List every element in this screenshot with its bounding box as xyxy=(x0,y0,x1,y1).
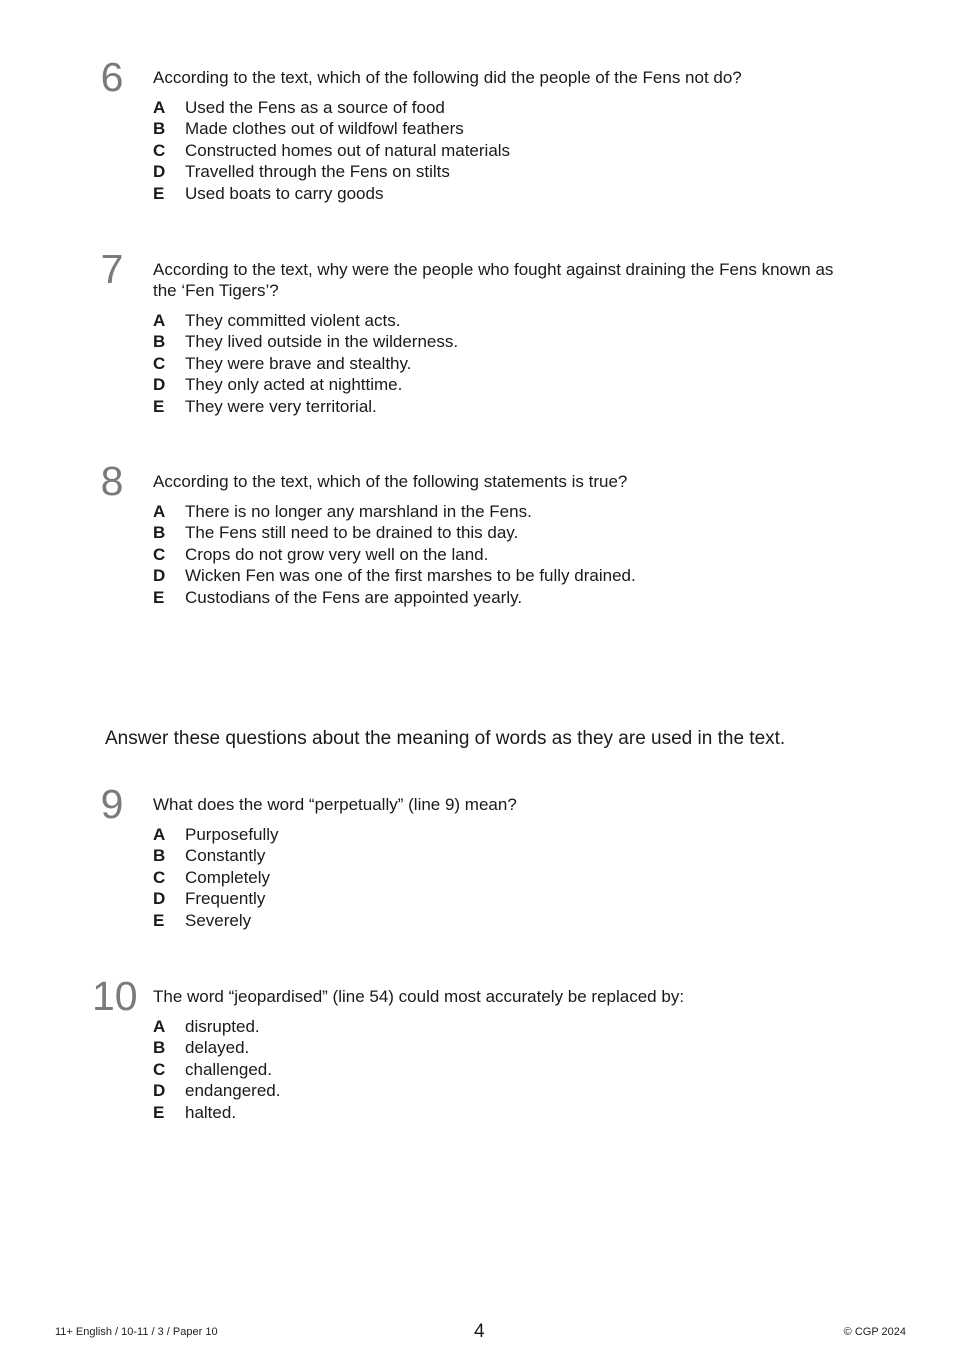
option-letter: E xyxy=(153,587,165,607)
answer-option[interactable] xyxy=(153,824,279,845)
answer-option[interactable] xyxy=(153,522,636,543)
answer-option[interactable] xyxy=(153,1059,280,1080)
answer-option[interactable] xyxy=(153,1037,280,1058)
answer-options xyxy=(153,97,510,204)
answer-options xyxy=(153,501,636,608)
question-text: According to the text, why were the people who fought against draining the Fens known as the ‘Fen Tigers’? xyxy=(153,260,834,301)
option-letter: D xyxy=(153,1081,166,1101)
option-letter: B xyxy=(153,332,166,352)
option-text: Used boats to carry goods xyxy=(185,183,384,203)
option-text: Completely xyxy=(185,867,271,887)
question-number: 6 xyxy=(100,54,124,100)
option-letter: A xyxy=(153,311,166,330)
answer-option[interactable] xyxy=(153,1016,280,1037)
option-text: disrupted. xyxy=(185,1017,260,1036)
option-letter: D xyxy=(153,375,166,395)
option-letter: B xyxy=(153,1038,166,1058)
option-text: Wicken Fen was one of the first marshes to be fully drained. xyxy=(185,566,636,586)
answer-option[interactable] xyxy=(153,910,279,931)
option-letter: D xyxy=(153,162,166,182)
question-number: 10 xyxy=(92,973,138,1019)
answer-option[interactable] xyxy=(153,501,636,522)
option-letter: C xyxy=(153,353,166,373)
answer-option[interactable] xyxy=(153,867,279,888)
option-letter: C xyxy=(153,867,166,887)
option-text: Severely xyxy=(185,910,252,930)
answer-option[interactable] xyxy=(153,97,510,118)
answer-option[interactable] xyxy=(153,565,636,586)
answer-option[interactable] xyxy=(153,396,458,417)
question-text: According to the text, which of the following statements is true? xyxy=(153,472,628,491)
question-number: 9 xyxy=(100,781,124,827)
option-text: Used the Fens as a source of food xyxy=(185,98,445,117)
option-text: Made clothes out of wildfowl feathers xyxy=(185,119,464,139)
option-letter: B xyxy=(153,846,166,866)
option-letter: E xyxy=(153,183,165,203)
option-text: They were brave and stealthy. xyxy=(185,353,412,373)
option-letter: A xyxy=(153,98,166,117)
answer-option[interactable] xyxy=(153,374,458,395)
footer-paper-info: 11+ English / 10-11 / 3 / Paper 10 xyxy=(55,1326,218,1338)
answer-option[interactable] xyxy=(153,118,510,139)
option-letter: B xyxy=(153,523,166,543)
option-text: Custodians of the Fens are appointed yearly. xyxy=(185,587,523,607)
option-text: Constructed homes out of natural materials xyxy=(185,140,511,160)
option-text: They committed violent acts. xyxy=(185,311,401,330)
option-text: delayed. xyxy=(185,1038,250,1058)
question-number: 7 xyxy=(100,246,124,292)
question-text: According to the text, which of the following did the people of the Fens not do? xyxy=(153,68,742,87)
footer-copyright: © CGP 2024 xyxy=(843,1326,906,1338)
section-instruction: Answer these questions about the meaning of words as they are used in the text. xyxy=(105,728,786,749)
page-number: 4 xyxy=(474,1321,485,1342)
option-text: halted. xyxy=(185,1102,237,1122)
option-letter: C xyxy=(153,544,166,564)
answer-option[interactable] xyxy=(153,353,458,374)
option-letter: D xyxy=(153,889,166,909)
option-letter: A xyxy=(153,825,166,844)
option-text: They were very territorial. xyxy=(185,396,377,416)
question-text: The word “jeopardised” (line 54) could most accurately be replaced by: xyxy=(153,987,685,1006)
option-text: They only acted at nighttime. xyxy=(185,375,403,395)
answer-option[interactable] xyxy=(153,888,279,909)
option-letter: E xyxy=(153,396,165,416)
answer-options xyxy=(153,310,458,417)
option-text: They lived outside in the wilderness. xyxy=(185,332,459,352)
option-text: Frequently xyxy=(185,889,266,909)
answer-option[interactable] xyxy=(153,587,636,608)
option-text: Constantly xyxy=(185,846,266,866)
option-letter: C xyxy=(153,1059,166,1079)
answer-option[interactable] xyxy=(153,310,458,331)
answer-option[interactable] xyxy=(153,183,510,204)
answer-option[interactable] xyxy=(153,544,636,565)
answer-option[interactable] xyxy=(153,140,510,161)
answer-option[interactable] xyxy=(153,1102,280,1123)
option-text: Crops do not grow very well on the land. xyxy=(185,544,489,564)
option-text: Travelled through the Fens on stilts xyxy=(185,162,450,182)
answer-option[interactable] xyxy=(153,845,279,866)
option-text: challenged. xyxy=(185,1059,272,1079)
answer-option[interactable] xyxy=(153,1080,280,1101)
option-letter: E xyxy=(153,1102,165,1122)
option-letter: A xyxy=(153,1017,166,1036)
option-letter: C xyxy=(153,140,166,160)
option-letter: B xyxy=(153,119,166,139)
option-text: There is no longer any marshland in the Fens. xyxy=(185,502,532,521)
option-text: endangered. xyxy=(185,1081,281,1101)
answer-option[interactable] xyxy=(153,161,510,182)
option-text: The Fens still need to be drained to this day. xyxy=(185,523,519,543)
option-text: Purposefully xyxy=(185,825,279,844)
option-letter: D xyxy=(153,566,166,586)
question-number: 8 xyxy=(100,458,124,504)
answer-options xyxy=(153,824,279,931)
question-text: What does the word “perpetually” (line 9) mean? xyxy=(153,795,517,814)
answer-options xyxy=(153,1016,280,1123)
option-letter: A xyxy=(153,502,166,521)
answer-option[interactable] xyxy=(153,331,458,352)
option-letter: E xyxy=(153,910,165,930)
